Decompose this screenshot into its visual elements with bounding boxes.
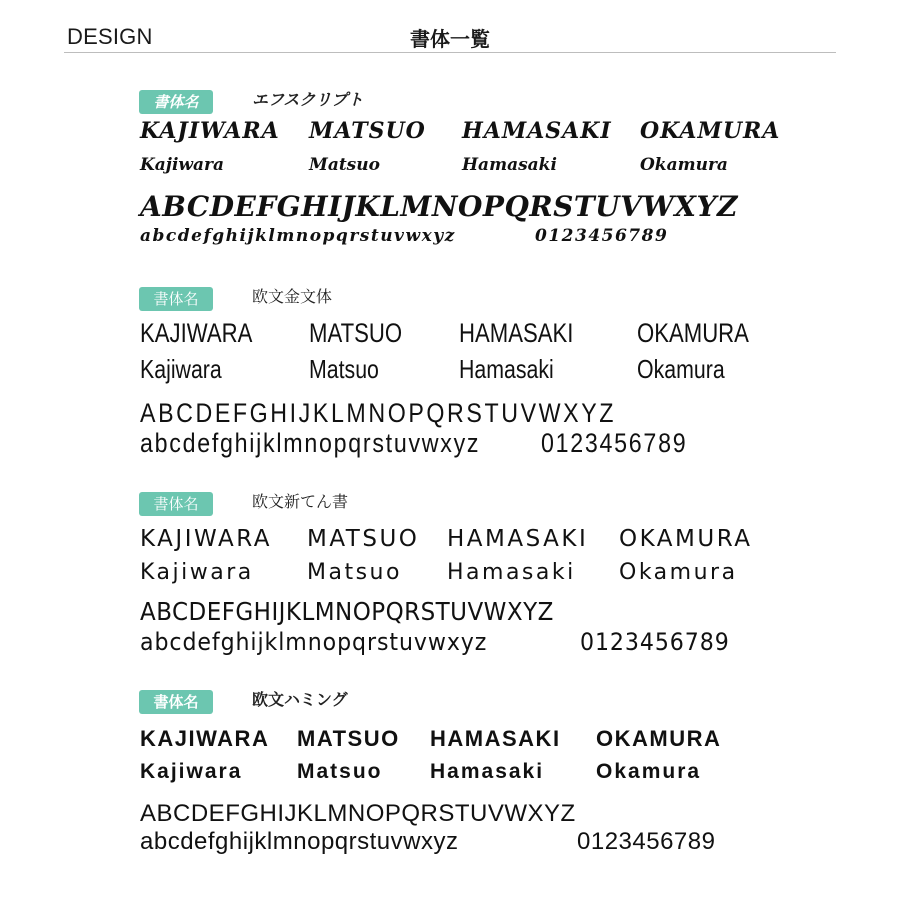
alphabet-lowercase: abcdefghijklmnopqrstuvwxyz xyxy=(140,628,488,656)
alphabet-lowercase-row xyxy=(0,226,900,266)
sample-name: Matsuo xyxy=(307,560,402,585)
alphabet-uppercase: ABCDEFGHIJKLMNOPQRSTUVWXYZ xyxy=(140,398,617,428)
font-badge: 書体名 xyxy=(139,492,213,516)
sample-name: OKAMURA xyxy=(640,118,781,144)
sample-name: Kajiwara xyxy=(140,354,222,384)
sample-name: Kajiwara xyxy=(140,155,225,175)
sample-name: Hamasaki xyxy=(459,354,554,384)
alphabet-lowercase: abcdefghijklmnopqrstuvwxyz xyxy=(140,226,456,246)
sample-name: KAJIWARA xyxy=(140,726,270,751)
alphabet-uppercase: ABCDEFGHIJKLMNOPQRSTUVWXYZ xyxy=(140,597,554,626)
alphabet-lowercase-row xyxy=(0,428,900,468)
alphabet-lowercase-row xyxy=(0,828,900,868)
uppercase-names-row xyxy=(0,118,900,158)
page-title: 書体一覧 xyxy=(410,27,490,51)
sample-name: HAMASAKI xyxy=(430,726,561,751)
sample-name: KAJIWARA xyxy=(140,318,253,348)
sample-name: Matsuo xyxy=(297,760,383,783)
sample-name: Kajiwara xyxy=(140,560,254,585)
sample-name: Okamura xyxy=(637,354,725,384)
mixedcase-names-row xyxy=(0,155,900,195)
sample-name: Matsuo xyxy=(309,155,380,175)
alphabet-lowercase: abcdefghijklmnopqrstuvwxyz xyxy=(140,828,459,855)
sample-name: Kajiwara xyxy=(140,760,243,783)
font-badge: 書体名 xyxy=(139,90,213,114)
sample-name: MATSUO xyxy=(309,318,403,348)
header-divider xyxy=(64,52,836,53)
sample-name: Okamura xyxy=(619,560,738,585)
font-name: 欧文ハミング xyxy=(252,690,348,709)
sample-name: MATSUO xyxy=(297,726,400,751)
sample-name: Hamasaki xyxy=(447,560,576,585)
alphabet-uppercase: ABCDEFGHIJKLMNOPQRSTUVWXYZ xyxy=(140,190,738,223)
sample-name: KAJIWARA xyxy=(140,526,272,552)
sample-name: Hamasaki xyxy=(462,155,557,175)
font-badge: 書体名 xyxy=(139,287,213,311)
sample-name: OKAMURA xyxy=(619,526,753,552)
sample-name: HAMASAKI xyxy=(462,118,612,144)
font-name: 欧文金文体 xyxy=(252,287,333,306)
mixedcase-names-row xyxy=(0,760,900,800)
font-badge: 書体名 xyxy=(139,690,213,714)
mixedcase-names-row xyxy=(0,560,900,600)
digits: 0123456789 xyxy=(535,226,669,246)
sample-name: OKAMURA xyxy=(596,726,722,751)
digits: 0123456789 xyxy=(580,628,730,656)
sample-name: OKAMURA xyxy=(637,318,749,348)
digits: 0123456789 xyxy=(541,428,688,458)
sample-name: MATSUO xyxy=(307,526,420,552)
font-name: 欧文新てん書 xyxy=(252,492,349,511)
digits: 0123456789 xyxy=(577,828,716,855)
alphabet-lowercase-row xyxy=(0,628,900,668)
header-label: DESIGN xyxy=(67,24,153,49)
sample-name: MATSUO xyxy=(309,118,426,144)
sample-name: Okamura xyxy=(596,760,702,783)
sample-name: Okamura xyxy=(640,155,728,175)
uppercase-names-row xyxy=(0,318,900,358)
sample-name: HAMASAKI xyxy=(459,318,574,348)
mixedcase-names-row xyxy=(0,354,900,394)
sample-name: Hamasaki xyxy=(430,760,545,783)
sample-name: HAMASAKI xyxy=(447,526,589,552)
font-name: エフスクリプト xyxy=(252,90,364,109)
alphabet-uppercase: ABCDEFGHIJKLMNOPQRSTUVWXYZ xyxy=(140,800,576,827)
sample-name: KAJIWARA xyxy=(140,118,280,144)
alphabet-lowercase: abcdefghijklmnopqrstuvwxyz xyxy=(140,428,481,458)
sample-name: Matsuo xyxy=(309,354,379,384)
